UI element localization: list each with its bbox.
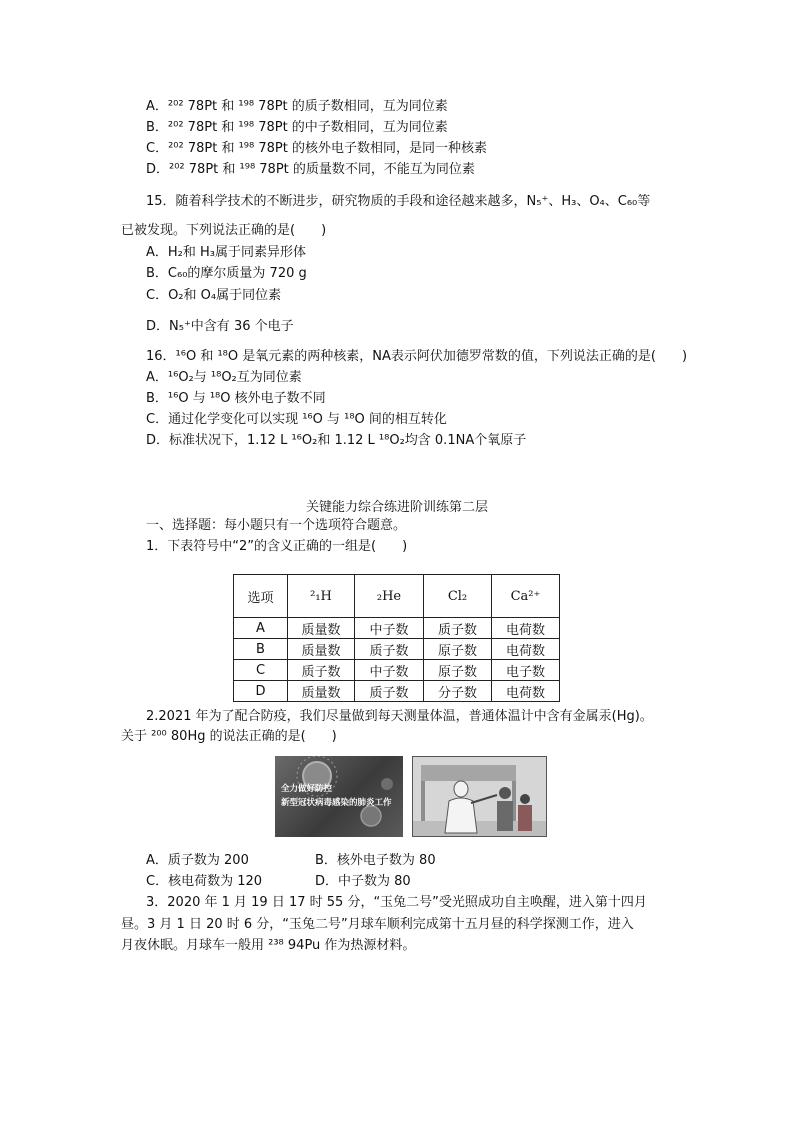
section-instruction: 一、选择题：每小题只有一个选项符合题意。 [146, 518, 407, 533]
q14-option-d: D．²⁰² 78Pt 和 ¹⁹⁸ 78Pt 的质量数不同，不能互为同位素 [146, 162, 475, 177]
q3-line2: 昼。3 月 1 日 20 时 6 分，“玉兔二号”月球车顺利完成第十五月昼的科学探测工作，进入 [121, 917, 634, 932]
q16-option-b: B．¹⁶O 与 ¹⁸O 核外电子数不同 [146, 391, 326, 406]
q3-line1: 3．2020 年 1 月 19 日 17 时 55 分，“玉兔二号”受光照成功自主唤醒，进入第十四月 [146, 895, 647, 910]
q16-option-d: D．标准状况下，1.12 L ¹⁶O₂和 1.12 L ¹⁸O₂均含 0.1NA个氧原子 [146, 433, 527, 448]
table-row [234, 660, 560, 681]
q2-stem-line1: 2.2021 年为了配合防疫，我们尽量做到每天测量体温，普通体温计中含有金属汞(Hg)。 [146, 709, 653, 724]
q15-option-d: D．N₅⁺中含有 36 个电子 [146, 319, 294, 334]
q16-option-a: A．¹⁶O₂与 ¹⁸O₂互为同位素 [146, 370, 302, 385]
table-cell: C [234, 660, 288, 681]
q15-stem-line1: 15．随着科学技术的不断进步，研究物质的手段和途径越来越多，N₅⁺、H₃、O₄、C₆₀等 [146, 194, 651, 209]
table-row [234, 618, 560, 639]
table-cell: 质子数 [288, 660, 355, 681]
table-cell: 质量数 [288, 639, 355, 660]
table-row [234, 681, 560, 702]
q2-option-b: B．核外电子数为 80 [315, 853, 436, 868]
q3-line3: 月夜休眠。月球车一般用 ²³⁸ 94Pu 作为热源材料。 [121, 938, 416, 953]
q2-option-a: A．质子数为 200 [146, 853, 249, 868]
table-cell: 电荷数 [492, 639, 560, 660]
q15-stem-line2: 已被发现。下列说法正确的是( ) [121, 223, 327, 238]
table-cell: A [234, 618, 288, 639]
table-cell: 电荷数 [492, 681, 560, 702]
table-header-cell: ₂He [355, 575, 424, 618]
epidemic-poster-image [275, 756, 403, 837]
q2-stem-line2: 关于 ²⁰⁰ 80Hg 的说法正确的是( ) [121, 729, 337, 744]
section-title: 关键能力综合练进阶训练第二层 [305, 500, 488, 515]
table-cell: 质量数 [288, 618, 355, 639]
table-cell: 原子数 [424, 660, 492, 681]
table-header-cell: ²₁H [288, 575, 355, 618]
q14-option-c: C．²⁰² 78Pt 和 ¹⁹⁸ 78Pt 的核外电子数相同，是同一种核素 [146, 141, 487, 156]
table-cell: 电子数 [492, 660, 560, 681]
table-cell: 质量数 [288, 681, 355, 702]
poster-text-line1: 全力做好防控 [281, 784, 333, 794]
table-header-cell: Cl₂ [424, 575, 492, 618]
table-cell: 电荷数 [492, 618, 560, 639]
q2-option-d: D．中子数为 80 [315, 874, 411, 889]
table-cell: 分子数 [424, 681, 492, 702]
q15-option-a: A．H₂和 H₃属于同素异形体 [146, 245, 306, 260]
q16-option-c: C．通过化学变化可以实现 ¹⁶O 与 ¹⁸O 间的相互转化 [146, 412, 447, 427]
q16-stem: 16．¹⁶O 和 ¹⁸O 是氧元素的两种核素，NA表示阿伏加德罗常数的值，下列说法正确的是( ) [146, 349, 688, 364]
poster-text-line2: 新型冠状病毒感染的肺炎工作 [281, 798, 392, 808]
temperature-check-illustration [413, 757, 546, 836]
q2-option-c: C．核电荷数为 120 [146, 874, 263, 889]
table-cell: 中子数 [355, 660, 424, 681]
table-cell: 质子数 [355, 681, 424, 702]
temperature-check-image [412, 756, 547, 837]
table-row [234, 639, 560, 660]
table-header-cell: Ca²⁺ [492, 575, 560, 618]
table-cell: 原子数 [424, 639, 492, 660]
table-cell: 质子数 [355, 639, 424, 660]
table-cell: 质子数 [424, 618, 492, 639]
q15-option-b: B．C₆₀的摩尔质量为 720 g [146, 266, 307, 281]
q1-table [233, 574, 560, 702]
q1-stem: 1．下表符号中“2”的含义正确的一组是( ) [146, 539, 408, 554]
table-cell: D [234, 681, 288, 702]
q14-option-a: A．²⁰² 78Pt 和 ¹⁹⁸ 78Pt 的质子数相同，互为同位素 [146, 99, 448, 114]
table-cell: 中子数 [355, 618, 424, 639]
table-cell: B [234, 639, 288, 660]
q14-option-b: B．²⁰² 78Pt 和 ¹⁹⁸ 78Pt 的中子数相同，互为同位素 [146, 120, 448, 135]
q15-option-c: C．O₂和 O₄属于同位素 [146, 288, 282, 303]
table-header-cell: 选项 [234, 575, 288, 618]
table-header-row [234, 575, 560, 618]
